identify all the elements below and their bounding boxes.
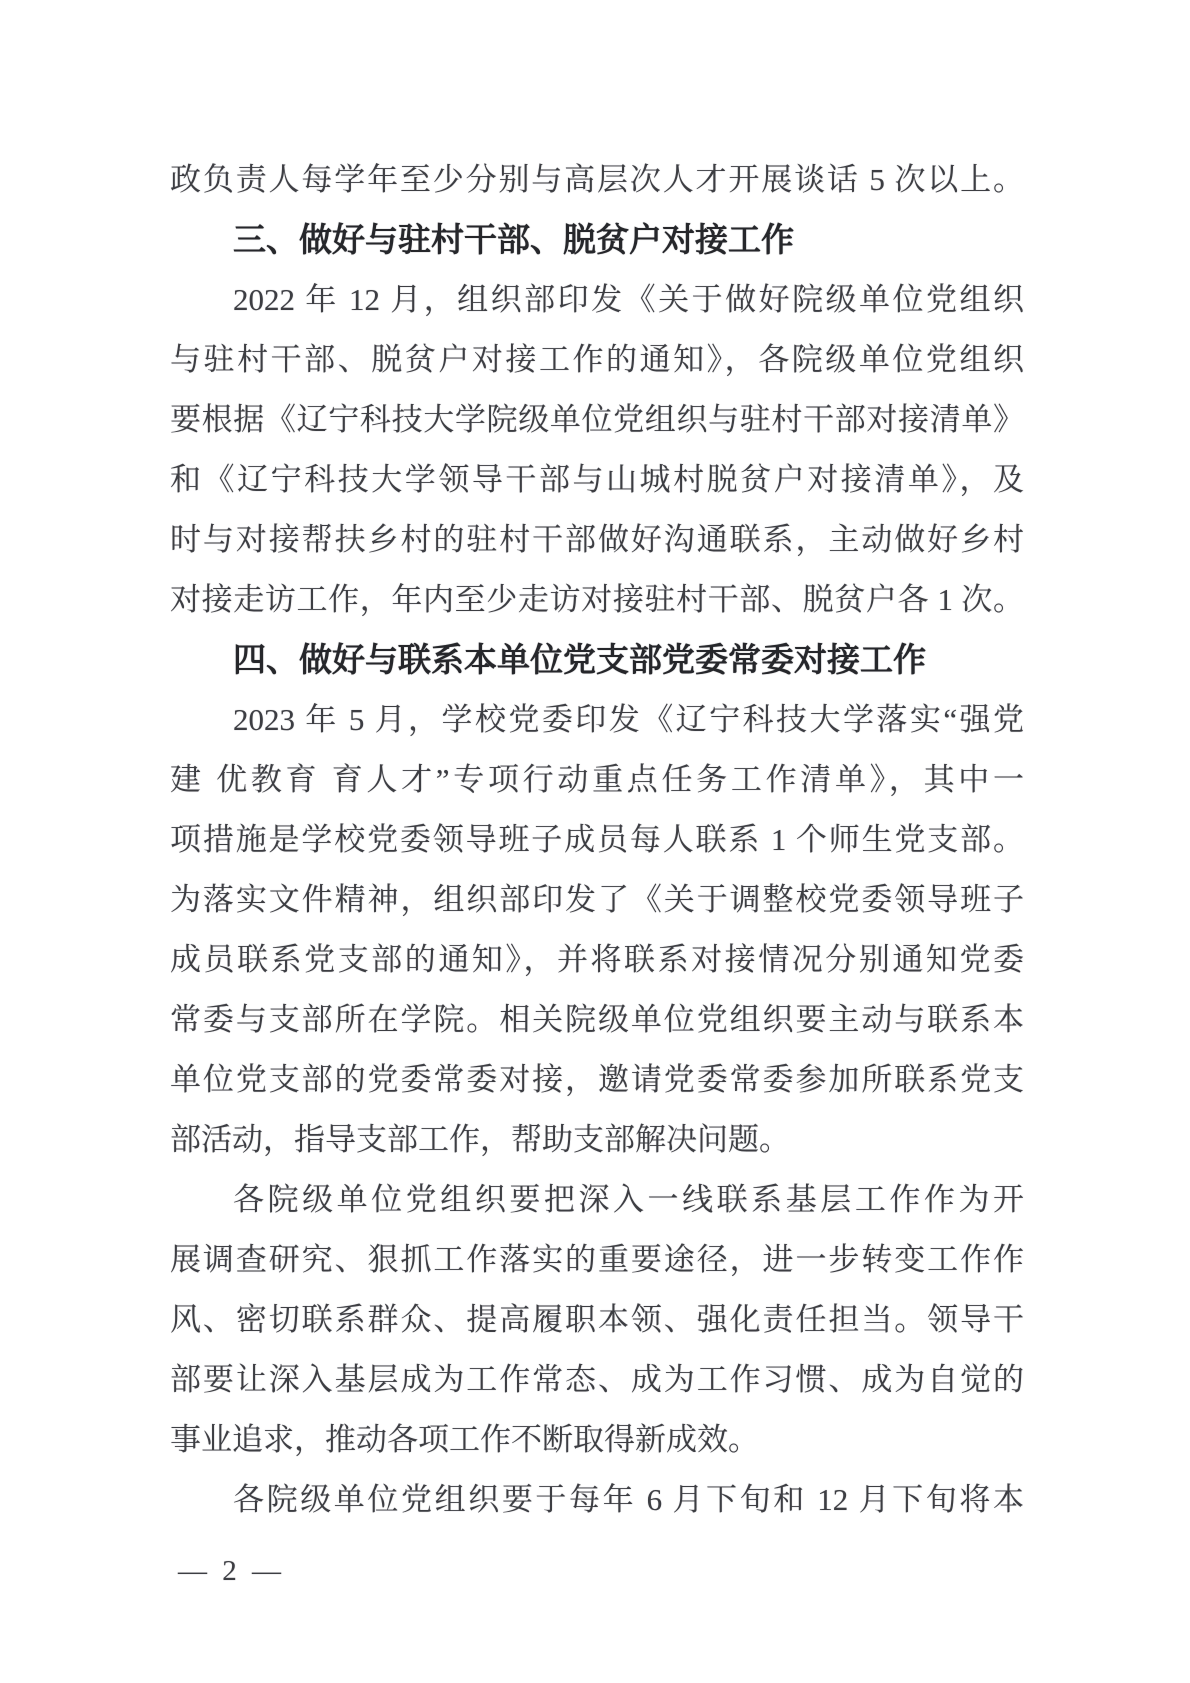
document-line: 项措施是学校党委领导班子成员每人联系 1 个师生党支部。 bbox=[170, 822, 1024, 857]
document-line: 单位党支部的党委常委对接，邀请党委常委参加所联系党支 bbox=[170, 1062, 1024, 1097]
document-line: 为落实文件精神，组织部印发了《关于调整校党委领导班子 bbox=[170, 882, 1024, 917]
section-heading-4: 四、做好与联系本单位党支部党委常委对接工作 bbox=[233, 641, 926, 678]
document-line: 和《辽宁科技大学领导干部与山城村脱贫户对接清单》，及 bbox=[170, 462, 1024, 497]
document-line: 各院级单位党组织要把深入一线联系基层工作作为开 bbox=[233, 1182, 1024, 1217]
document-line: 常委与支部所在学院。相关院级单位党组织要主动与联系本 bbox=[170, 1002, 1024, 1037]
document-line: 展调查研究、狠抓工作落实的重要途径，进一步转变工作作 bbox=[170, 1242, 1024, 1277]
document-line: 各院级单位党组织要于每年 6 月下旬和 12 月下旬将本 bbox=[233, 1482, 1024, 1517]
document-line: 2023 年 5 月，学校党委印发《辽宁科技大学落实“强党 bbox=[233, 702, 1024, 737]
document-line: 成员联系党支部的通知》，并将联系对接情况分别通知党委 bbox=[170, 942, 1024, 977]
document-line: 要根据《辽宁科技大学院级单位党组织与驻村干部对接清单》 bbox=[170, 402, 1024, 437]
document-line: 部活动，指导支部工作，帮助支部解决问题。 bbox=[170, 1122, 790, 1157]
document-line: 与驻村干部、脱贫户对接工作的通知》，各院级单位党组织 bbox=[170, 342, 1024, 377]
document-line: 事业追求，推动各项工作不断取得新成效。 bbox=[170, 1422, 759, 1457]
document-line: 部要让深入基层成为工作常态、成为工作习惯、成为自觉的 bbox=[170, 1362, 1024, 1397]
document-line: 风、密切联系群众、提高履职本领、强化责任担当。领导干 bbox=[170, 1302, 1024, 1337]
document-line: 政负责人每学年至少分别与高层次人才开展谈话 5 次以上。 bbox=[170, 162, 1024, 197]
document-line: 建 优教育 育人才”专项行动重点任务工作清单》，其中一 bbox=[170, 762, 1024, 797]
page-number: — 2 — bbox=[178, 1555, 285, 1587]
document-line: 对接走访工作，年内至少走访对接驻村干部、脱贫户各 1 次。 bbox=[170, 582, 1024, 617]
document-line: 时与对接帮扶乡村的驻村干部做好沟通联系，主动做好乡村 bbox=[170, 522, 1024, 557]
document-body bbox=[170, 150, 1024, 1530]
section-heading-3: 三、做好与驻村干部、脱贫户对接工作 bbox=[233, 221, 794, 258]
document-line: 2022 年 12 月，组织部印发《关于做好院级单位党组织 bbox=[233, 282, 1024, 317]
